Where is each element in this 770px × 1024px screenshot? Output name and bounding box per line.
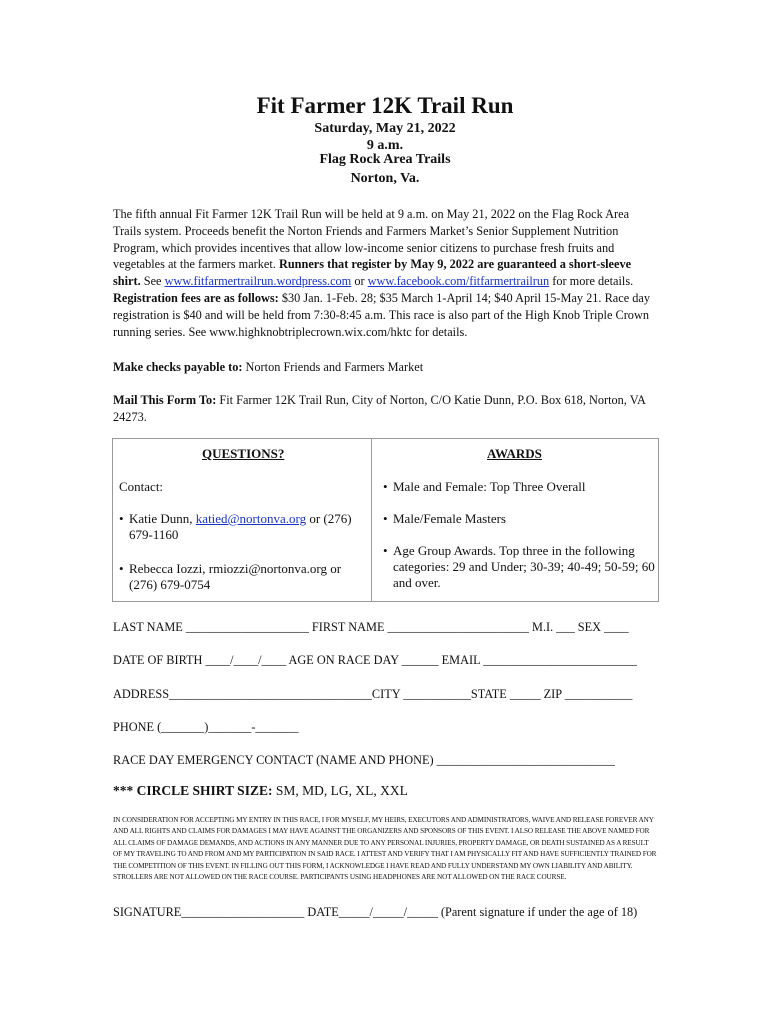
- contact-rebecca: • Rebecca Iozzi, rmiozzi@nortonva.org or (276) 679-0754: [119, 561, 371, 593]
- mail-to: [113, 392, 658, 426]
- event-date: Saturday, May 21, 2022: [314, 121, 456, 136]
- shirt-size-options[interactable]: SM, MD, LG, XL, XXL: [272, 783, 408, 798]
- checks-value: Norton Friends and Farmers Market: [242, 360, 424, 374]
- contact-katie-phone: or (276) 679-1160: [129, 511, 352, 542]
- award-item: • Male and Female: Top Three Overall: [383, 479, 653, 495]
- liability-waiver: IN CONSIDERATION FOR ACCEPTING MY ENTRY IN THIS RACE, I FOR MYSELF, MY HEIRS, EXECUTORS AND ADMINISTRATORS, WAIVE AND RELEASE FOREVER ANY AND ALL RIGHTS AND CLAIMS FOR DAMAGES I MAY HAVE AGAINST THE ORGANIZERS AND SPONSORS OF THIS EVENT. I ALSO RELEASE THE ABOVE NAMED FOR ALL CLAIMS OF DAMAGE DEMANDS, AND ACTIONS IN ANY MANNER DUE TO ANY PERSONAL INJURIES, PROPERTY DAMAGE, OR DEATH SUSTAINED AS A RESULT OF MY TRAVELING TO AND FROM AND MY PARTICIPATION IN SAID RACE. I ATTEST AND VERIFY THAT I AM PHYSICALLY FIT AND HAVE SUFFICIENTLY TRAINED FOR THE COMPETITION OF THIS EVENT. IN FILLING OUT THIS FORM, I ACKNOWLEDGE I HAVE READ AND FULLY UNDERSTAND MY OWN LIABILITY AND ABILITY. STROLLERS ARE NOT ALLOWED ON THE RACE COURSE. PARTICIPANTS USING HEADPHONES ARE NOT ALLOWED ON THE RACE COURSE.: [113, 816, 657, 882]
- shirt-size-selection[interactable]: [113, 783, 408, 799]
- shirt-guarantee: Runners that register by May 9, 2022 are guaranteed a short-sleeve shirt.: [113, 257, 632, 289]
- katie-email-link[interactable]: katied@nortonva.org: [195, 511, 307, 526]
- intro-details: for more details.: [549, 274, 634, 289]
- table-divider: [371, 439, 372, 601]
- address-fields[interactable]: ADDRESS_________________________________CITY ___________STATE _____ ZIP ___________: [113, 687, 633, 701]
- event-time: 9 a.m.: [366, 138, 404, 153]
- mail-label: Mail This Form To:: [113, 393, 217, 407]
- facebook-link[interactable]: www.facebook.com/fitfarmertrailrun: [367, 274, 550, 289]
- page-title: Fit Farmer 12K Trail Run: [256, 93, 514, 118]
- contact-label: Contact:: [119, 479, 164, 494]
- intro-see: See: [140, 274, 165, 289]
- fees-label: Registration fees are as follows:: [113, 290, 279, 305]
- contact-katie-name: Katie Dunn,: [129, 511, 196, 526]
- intro-text: The fifth annual Fit Farmer 12K Trail Run will be held at 9 a.m. on May 21, 2022 on the Flag Rock Area Trails system. Proceeds benefit the Norton Friends and Farmers Market’s Senior Supplement Nutrition Program, which provides incentives that allow low-income senior citizens to purchase fresh fruits and vegetables at the farmers market.: [113, 207, 630, 272]
- intro-or: or: [351, 274, 368, 289]
- dob-age-email-fields[interactable]: DATE OF BIRTH ____/____/____ AGE ON RACE DAY ______ EMAIL _________________________: [113, 653, 637, 667]
- checks-payable: [113, 359, 658, 376]
- event-city: Norton, Va.: [350, 171, 420, 186]
- wordpress-link[interactable]: www.fitfarmertrailrun.wordpress.com: [164, 274, 352, 289]
- phone-field[interactable]: PHONE (_______)_______-_______: [113, 720, 299, 734]
- award-item: • Age Group Awards. Top three in the following categories: 29 and Under; 30-39; 40-49; 50-59; 60 and over.: [383, 543, 655, 591]
- name-fields[interactable]: LAST NAME ____________________ FIRST NAME _______________________ M.I. ___ SEX ____: [113, 620, 629, 634]
- info-table: [112, 438, 659, 602]
- fees-text: $30 Jan. 1-Feb. 28; $35 March 1-April 14; $40 April 15-May 21. Race day registration is $40 and will be held from 7:30-8:45 a.m. This race is also part of the High Knob Triple Crown running series. See www.highknobtriplecrown.wix.com/hktc for details.: [113, 290, 650, 339]
- awards-heading: AWARDS: [487, 446, 542, 461]
- signature-date-field[interactable]: SIGNATURE____________________ DATE_____/_____/_____ (Parent signature if under the age of 18): [113, 905, 638, 919]
- award-item: • Male/Female Masters: [383, 511, 653, 527]
- shirt-size-label: *** CIRCLE SHIRT SIZE:: [113, 783, 273, 798]
- mail-value: Fit Farmer 12K Trail Run, City of Norton, C/O Katie Dunn, P.O. Box 618, Norton, VA 24273.: [113, 393, 646, 424]
- emergency-contact-field[interactable]: RACE DAY EMERGENCY CONTACT (NAME AND PHONE) _____________________________: [113, 753, 615, 767]
- checks-label: Make checks payable to:: [113, 360, 243, 374]
- intro-paragraph: [113, 206, 658, 340]
- event-location: Flag Rock Area Trails: [319, 152, 451, 167]
- contact-katie: [119, 511, 371, 543]
- questions-heading: QUESTIONS?: [202, 446, 285, 461]
